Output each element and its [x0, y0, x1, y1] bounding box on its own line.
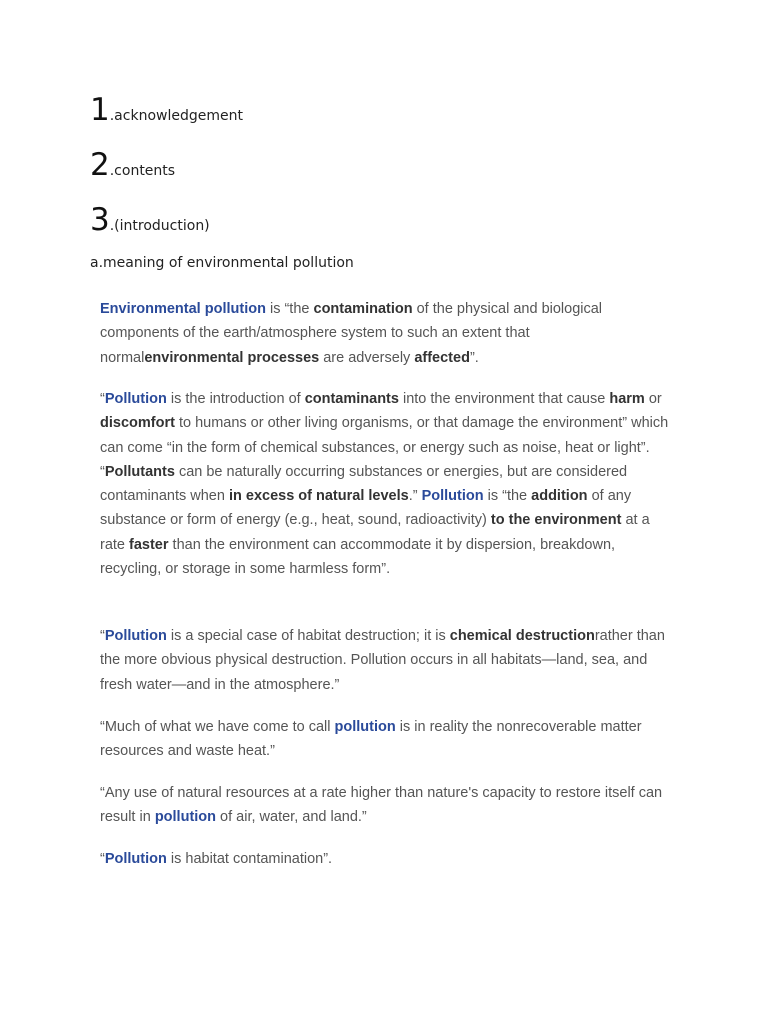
bold-term: discomfort: [100, 415, 175, 432]
section-subheading: a.meaning of environmental pollution: [90, 255, 354, 271]
paragraph: [100, 387, 670, 581]
text-run: is in reality the nonrecoverable matter resources and waste heat.”: [100, 719, 642, 760]
text-run: or: [644, 391, 662, 407]
keyword-link: pollution: [334, 719, 396, 735]
bold-term: to the environment: [490, 512, 622, 529]
toc-label: .contents: [109, 163, 176, 179]
paragraph: [100, 624, 670, 697]
keyword-link: Pollution: [421, 488, 484, 505]
text-run: “: [100, 391, 105, 407]
keyword-link: pollution: [154, 809, 217, 826]
toc-label: .(introduction): [109, 218, 210, 234]
bold-term: affected: [414, 349, 470, 366]
bold-term: in excess of natural levels: [228, 488, 409, 505]
text-run: “: [100, 628, 105, 644]
bold-term: environmental processes: [144, 349, 320, 366]
paragraph: [100, 781, 670, 830]
keyword-link: Pollution: [104, 628, 167, 644]
keyword-link: Environmental pollution: [100, 301, 266, 317]
bold-term: contamination: [313, 301, 413, 317]
text-run: is “the: [265, 301, 314, 317]
paragraph: [100, 847, 670, 871]
bold-term: harm: [609, 391, 645, 407]
bold-term: contaminants: [304, 391, 399, 407]
text-run: ”.: [469, 349, 479, 366]
keyword-link: Pollution: [104, 391, 167, 407]
text-run: “Much of what we have come to call: [100, 719, 335, 735]
text-run: is habitat contamination”.: [166, 851, 333, 867]
toc-number: 3: [90, 202, 110, 238]
paragraph: [100, 297, 670, 370]
toc-item-contents: [90, 147, 176, 183]
bold-term: chemical destruction: [449, 628, 595, 644]
toc-number: 2: [90, 147, 110, 183]
text-run: can be naturally occurring substances or energies, but are considered contaminants when: [100, 463, 628, 505]
keyword-link: Pollution: [104, 851, 167, 867]
bold-term: faster: [129, 536, 169, 553]
text-run: “Any use of natural resources at a rate higher than nature's capacity to restore itself can result in: [100, 785, 663, 826]
text-run: is the introduction of: [166, 391, 305, 407]
toc-item-acknowledgement: [90, 92, 243, 128]
text-run: at a rate: [100, 512, 650, 553]
text-run: of any substance or form of energy (e.g., heat, sound, radioactivity): [100, 488, 632, 529]
toc-number: 1: [90, 92, 110, 128]
text-run: into the environment that cause: [398, 391, 610, 407]
text-run: is “the: [483, 488, 532, 505]
text-run: .”: [408, 488, 422, 505]
text-run: of air, water, and land.”: [216, 809, 367, 826]
paragraph: [100, 715, 670, 764]
text-run: of the physical and biological components of the earth/atmosphere system to such an extent that normal: [100, 301, 603, 366]
text-run: rather than the more obvious physical destruction. Pollution occurs in all habitats—land, sea, and fresh water—and in the atmosphere.”: [100, 628, 665, 693]
bold-term: addition: [531, 488, 588, 505]
bold-term: Pollutants: [104, 463, 175, 480]
toc-label: .acknowledgement: [109, 108, 243, 124]
text-run: “: [100, 851, 105, 867]
text-run: than the environment can accommodate it by dispersion, breakdown, recycling, or storage in some harmless form”.: [100, 536, 616, 578]
toc-item-introduction: [90, 202, 210, 238]
text-run: to humans or other living organisms, or that damage the environment” which can come “in the form of chemical substances, or energy such as noise, heat or light”. “: [100, 415, 669, 480]
text-run: is a special case of habitat destruction; it is: [166, 628, 450, 644]
text-run: are adversely: [319, 349, 415, 366]
